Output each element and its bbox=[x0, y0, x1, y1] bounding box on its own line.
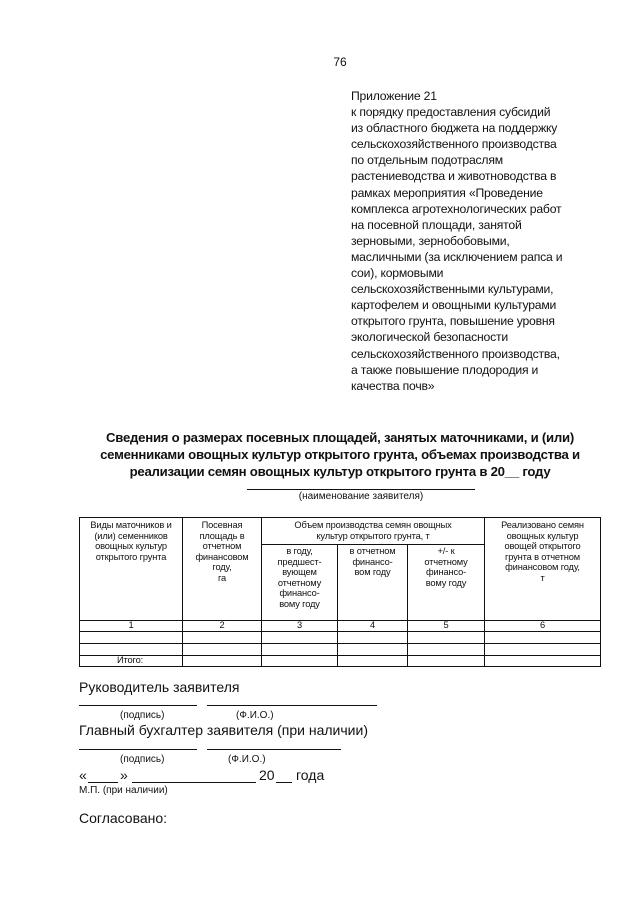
head-label: Руководитель заявителя bbox=[79, 679, 240, 695]
title-line: реализации семян овощных культур открытого грунта в 20__ году bbox=[129, 464, 551, 479]
accountant-name-line bbox=[207, 749, 341, 750]
appendix-line: открытого грунта, повышение уровня bbox=[351, 314, 555, 329]
head-name-caption: (Ф.И.О.) bbox=[236, 710, 274, 721]
column-number: 1 bbox=[128, 620, 134, 630]
appendix-line: комплекса агротехнологических работ bbox=[351, 201, 562, 216]
appendix-line: картофелем и овощными культурами bbox=[351, 298, 557, 313]
appendix-line: по отдельным подотраслям bbox=[351, 153, 503, 168]
header-area: Посевная площадь в отчетном финансовом году, га bbox=[195, 520, 249, 583]
column-number: 3 bbox=[296, 620, 303, 630]
date-month-line bbox=[132, 782, 256, 783]
title-line: семенниками овощных культур открытого грунта, объемах производства и bbox=[100, 447, 580, 462]
appendix-line: качества почв» bbox=[351, 378, 435, 393]
table-border-right bbox=[600, 517, 601, 667]
appendix-line: а также повышение плодородия и bbox=[351, 362, 539, 377]
applicant-caption: (наименование заявителя) bbox=[298, 491, 424, 502]
header-production-volume: Объем производства семян овощных культур открытого грунта, т bbox=[294, 520, 452, 541]
date-day-line bbox=[88, 782, 118, 783]
appendix-title: Приложение 21 bbox=[351, 89, 437, 103]
column-number: 2 bbox=[219, 620, 225, 630]
title-line: Сведения о размерах посевных площадей, занятых маточниками, и (или) bbox=[105, 430, 574, 445]
column-number: 6 bbox=[539, 620, 546, 630]
head-name-line bbox=[207, 705, 377, 706]
document-title bbox=[70, 429, 610, 480]
table-number-row-bottom bbox=[79, 631, 601, 632]
applicant-name-line bbox=[247, 489, 475, 490]
accountant-name-caption: (Ф.И.О.) bbox=[228, 754, 266, 765]
appendix-line: сельскохозяйственными культурами, bbox=[351, 282, 554, 297]
header-previous-year: в году, предшест- вующем отчетному финансо- вому году bbox=[277, 546, 322, 609]
appendix-line: сельскохозяйственного производства, bbox=[351, 346, 560, 361]
header-reporting-year: в отчетном финансо- вом году bbox=[349, 546, 396, 577]
total-label: Итого: bbox=[117, 655, 144, 665]
appendix-line: экологической безопасности bbox=[351, 330, 508, 345]
table-border-top bbox=[79, 517, 601, 518]
accountant-label: Главный бухгалтер заявителя (при наличии) bbox=[79, 722, 368, 738]
date-close-quote: » bbox=[120, 767, 128, 783]
agreed-label: Согласовано: bbox=[79, 810, 168, 826]
page-number: 76 bbox=[333, 55, 347, 69]
appendix-line: масличными (за исключением рапса и bbox=[351, 249, 563, 264]
appendix-line: зерновыми, зернобобовыми, bbox=[351, 233, 510, 248]
appendix-line: сои), кормовыми bbox=[351, 266, 444, 281]
header-sold: Реализовано семян овощных культур овощей открытого грунта в отчетном финансовом году, т bbox=[501, 520, 584, 583]
appendix-block bbox=[351, 88, 613, 394]
appendix-line: рамках мероприятия «Проведение bbox=[351, 185, 543, 200]
column-number: 5 bbox=[443, 620, 449, 630]
date-year-line bbox=[276, 782, 292, 783]
head-signature-line bbox=[79, 705, 197, 706]
stamp-note: М.П. (при наличии) bbox=[79, 785, 168, 796]
column-number: 4 bbox=[369, 620, 376, 630]
date-open-quote: « bbox=[79, 767, 87, 783]
table-border-bottom bbox=[79, 666, 601, 667]
appendix-line: сельскохозяйственного производства bbox=[351, 137, 557, 152]
appendix-line: растениеводства и животноводства в bbox=[351, 169, 557, 184]
table-row-line bbox=[79, 643, 601, 644]
date-year-prefix: 20 bbox=[259, 767, 275, 783]
data-table bbox=[79, 517, 601, 667]
accountant-signature-caption: (подпись) bbox=[120, 754, 165, 765]
date-year-suffix: года bbox=[296, 767, 325, 783]
appendix-line: к порядку предоставления субсидий bbox=[351, 105, 551, 120]
table-subheader-line bbox=[261, 544, 484, 545]
accountant-signature-line bbox=[79, 749, 197, 750]
head-signature-caption: (подпись) bbox=[120, 710, 165, 721]
appendix-line: из областного бюджета на поддержку bbox=[351, 121, 558, 136]
appendix-line: на посевной площади, занятой bbox=[351, 217, 522, 232]
header-species: Виды маточников и (или) семенников овощных культур открытого грунта bbox=[90, 520, 172, 562]
header-difference: +/- к отчетному финансо- вому году bbox=[424, 546, 468, 588]
